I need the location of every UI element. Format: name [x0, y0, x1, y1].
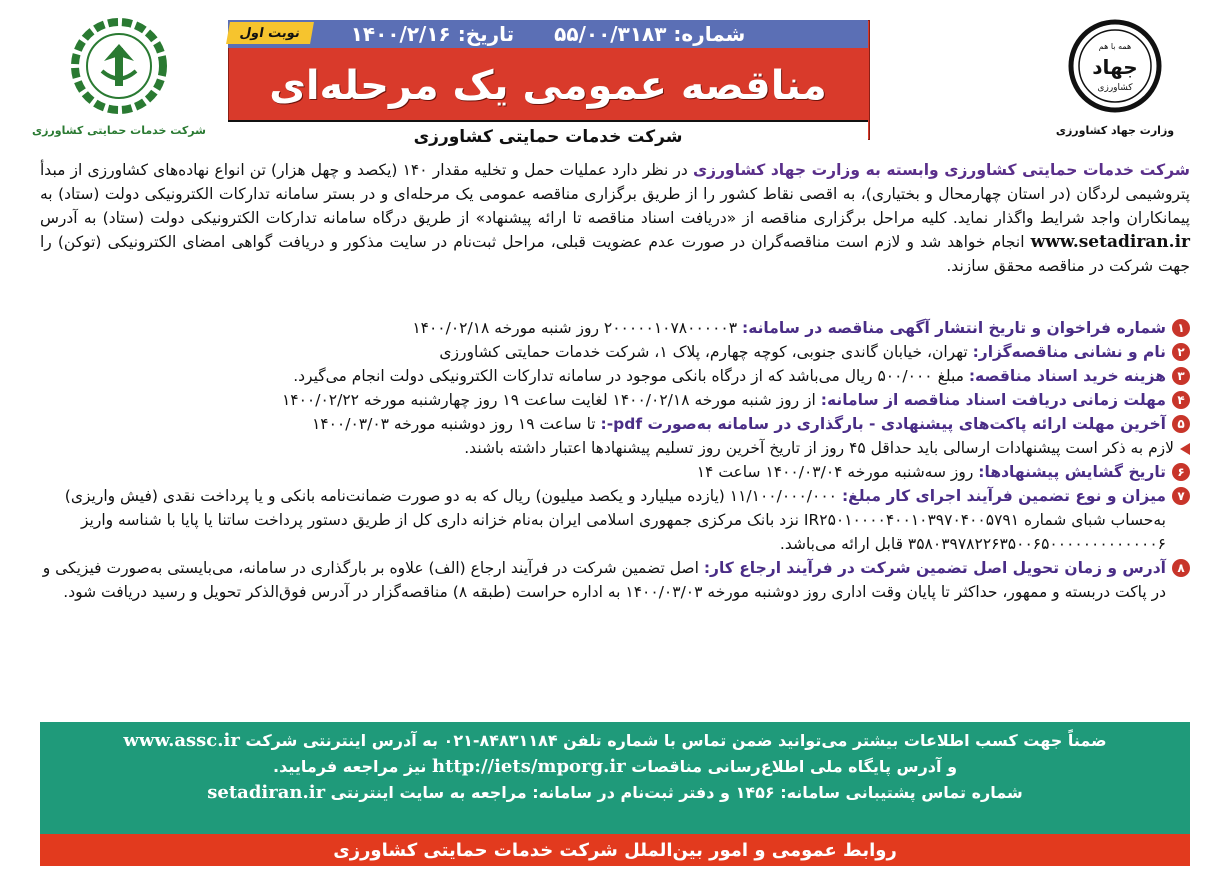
item-label: شماره فراخوان و تاریخ انتشار آگهی مناقصه در سامانه:: [742, 319, 1166, 337]
setad-link[interactable]: www.setadiran.ir: [1030, 232, 1190, 252]
contact-text: و آدرس پایگاه ملی اطلاع‌رسانی مناقصات: [625, 757, 958, 776]
item-text: ۱۱/۱۰۰/۰۰۰/۰۰۰ (یازده میلیارد و یکصد میلیون) ریال که به دو صورت ضمانت‌نامه بانکی و یا پرداخت نقدی (فیش واریزی) به‌حساب شبای شماره IR۲۵۰۱۰۰۰۰۴۰۰۱۰۳۹۷۰۴۰۰۵۷۹۱ نزد بانک مرکزی جمهوری اسلامی ایران به‌نام خزانه داری کل از طریق دستور پرداخت ساتنا یا پایا با شناسه واریز ۳۵۸۰۳۹۷۸۲۲۶۳۵۰۰۶۵۰۰۰۰۰۰۰۰۰۰۰۰۰۶ قابل ارائه می‌باشد.: [64, 487, 1166, 553]
list-item: [40, 316, 1190, 340]
notice-number: شماره: ۵۵/۰۰/۳۱۸۳: [554, 22, 746, 46]
item-number-badge: ۸: [1172, 559, 1190, 577]
arrow-bullet-icon: [1180, 443, 1190, 455]
item-number-badge: ۷: [1172, 487, 1190, 505]
list-item-note: [40, 436, 1190, 460]
emblem-top-text: همه با هم: [1098, 42, 1132, 51]
intro-text-2: انجام خواهد شد و لازم است مناقصه‌گران در صورت عدم عضویت قبلی، مراحل ثبت‌نام در سایت مذکور و دریافت گواهی امضای الکترونیکی (توکن) را جهت شرکت در مناقصه محقق سازند.: [40, 233, 1190, 275]
item-text: تهران، خیابان گاندی جنوبی، کوچه چهارم، پلاک ۱، شرکت خدمات حمایتی کشاورزی: [439, 343, 973, 361]
list-item: [40, 412, 1190, 436]
company-logo: [24, 16, 214, 146]
item-number-badge: ۲: [1172, 343, 1190, 361]
wheat-emblem-icon: [64, 16, 174, 116]
page-title: مناقصه عمومی یک مرحله‌ای: [269, 63, 827, 109]
contact-line-3: [56, 780, 1174, 806]
list-item: [40, 484, 1190, 556]
item-label: نام و نشانی مناقصه‌گزار:: [972, 343, 1166, 361]
company-caption: شرکت خدمات حمایتی کشاورزی: [32, 124, 206, 137]
item-number-badge: ۴: [1172, 391, 1190, 409]
item-label: مهلت زمانی دریافت اسناد مناقصه از سامانه:: [820, 391, 1166, 409]
assc-link[interactable]: www.assc.ir: [123, 730, 240, 751]
header-info-strip: [228, 20, 868, 48]
item-label: آخرین مهلت ارائه پاکت‌های پیشنهادی - بارگذاری در سامانه به‌صورت pdf-:: [600, 415, 1166, 433]
emblem-main-text: جهاد: [1092, 55, 1138, 79]
item-text: از روز شنبه مورخه ۱۴۰۰/۰۲/۱۸ لغایت ساعت ۱۹ روز چهارشنبه مورخه ۱۴۰۰/۰۲/۲۲: [281, 391, 821, 409]
item-number-badge: ۱: [1172, 319, 1190, 337]
setadiran-link[interactable]: setadiran.ir: [207, 782, 326, 803]
item-text: اصل تضمین شرکت در فرآیند ارجاع (الف) علاوه بر بارگذاری در سامانه، می‌بایستی به‌صورت فیزیکی و در پاکت دربسته و ممهور، حداکثر تا پایان وقت اداری روز دوشنبه مورخه ۱۴۰۰/۰۳/۰۳ به اداره حراست (طبقه ۸) مناقصه‌گزار در آدرس فوق‌الذکر تحویل و رسید دریافت شود.: [42, 559, 1166, 601]
contact-text: شماره تماس پشتیبانی سامانه: ۱۴۵۶ و دفتر ثبت‌نام در سامانه: مراجعه به سایت اینترنتی: [325, 783, 1023, 802]
round-badge: نوبت اول: [226, 22, 314, 44]
list-item: [40, 340, 1190, 364]
tender-items-list: [40, 316, 1190, 604]
item-label: آدرس و زمان تحویل اصل تضمین شرکت در فرآیند ارجاع کار:: [703, 559, 1166, 577]
contact-line-2: [56, 754, 1174, 780]
contact-text: نیز مراجعه فرمایید.: [272, 757, 432, 776]
list-item: [40, 388, 1190, 412]
contact-info-box: [40, 722, 1190, 834]
list-item: [40, 364, 1190, 388]
notice-date: تاریخ: ۱۴۰۰/۲/۱۶: [350, 22, 515, 46]
item-label: میزان و نوع تضمین فرآیند اجرای کار مبلغ:: [841, 487, 1166, 505]
item-text: مبلغ ۵۰۰/۰۰۰ ریال می‌باشد که از درگاه بانکی موجود در سامانه تدارکات الکترونیکی دولت انجام می‌گیرد.: [293, 367, 969, 385]
list-item: [40, 556, 1190, 604]
ministry-logo: [1040, 16, 1190, 146]
intro-lead: شرکت خدمات حمایتی کشاورزی وابسته به وزارت جهاد کشاورزی: [692, 161, 1190, 179]
intro-paragraph: [40, 158, 1190, 278]
item-text: روز سه‌شنبه مورخه ۱۴۰۰/۰۳/۰۴ ساعت ۱۴: [696, 463, 979, 481]
item-number-badge: ۳: [1172, 367, 1190, 385]
contact-text: ضمناً جهت کسب اطلاعات بیشتر می‌توانید ضمن تماس با شماره تلفن ۸۴۸۳۱۱۸۴-۰۲۱ به آدرس اینترنتی شرکت: [239, 731, 1107, 750]
iets-link[interactable]: http://iets/mporg.ir: [432, 756, 626, 777]
item-label: تاریخ گشایش پیشنهادها:: [978, 463, 1166, 481]
contact-line-1: [56, 728, 1174, 754]
jahad-emblem-icon: [1065, 16, 1165, 116]
item-number-badge: ۵: [1172, 415, 1190, 433]
item-text: تا ساعت ۱۹ روز دوشنبه مورخه ۱۴۰۰/۰۳/۰۳: [311, 415, 601, 433]
item-number-badge: ۶: [1172, 463, 1190, 481]
ministry-caption: وزارت جهاد کشاورزی: [1055, 124, 1175, 137]
intro-text-1: در نظر دارد عملیات حمل و تخلیه مقدار ۱۴۰ (یکصد و چهل هزار) تن انواع نهاده‌های کشاورزی از مبدأ پتروشیمی لردگان (در استان چهارمحال و بختیاری)، به اقصی نقاط کشور را از طریق برگزاری مناقصه عمومی یک مرحله‌ای و در بستر سامانه تدارکات الکترونیکی دولت (ستاد) به پیمانکاران واجد شرایط واگذار نماید. کلیه مراحل برگزاری مناقصه از «دریافت اسناد مناقصه تا ارائه پیشنهاد» از طریق درگاه سامانه تدارکات الکترونیکی دولت (ستاد) به آدرس: [40, 161, 1190, 227]
item-text: لازم به ذکر است پیشنهادات ارسالی باید حداقل ۴۵ روز از تاریخ آخرین روز تسلیم پیشنهادها اعتبار داشته باشند.: [464, 439, 1174, 457]
emblem-sub-text: کشاورزی: [1097, 83, 1133, 93]
list-item: [40, 460, 1190, 484]
page-subtitle: شرکت خدمات حمایتی کشاورزی: [228, 120, 868, 152]
item-label: هزینه خرید اسناد مناقصه:: [968, 367, 1166, 385]
footer-signature-bar: روابط عمومی و امور بین‌الملل شرکت خدمات حمایتی کشاورزی: [40, 834, 1190, 866]
item-text: ۲۰۰۰۰۰۱۰۷۸۰۰۰۰۰۳ روز شنبه مورخه ۱۴۰۰/۰۲/۱۸: [412, 319, 743, 337]
